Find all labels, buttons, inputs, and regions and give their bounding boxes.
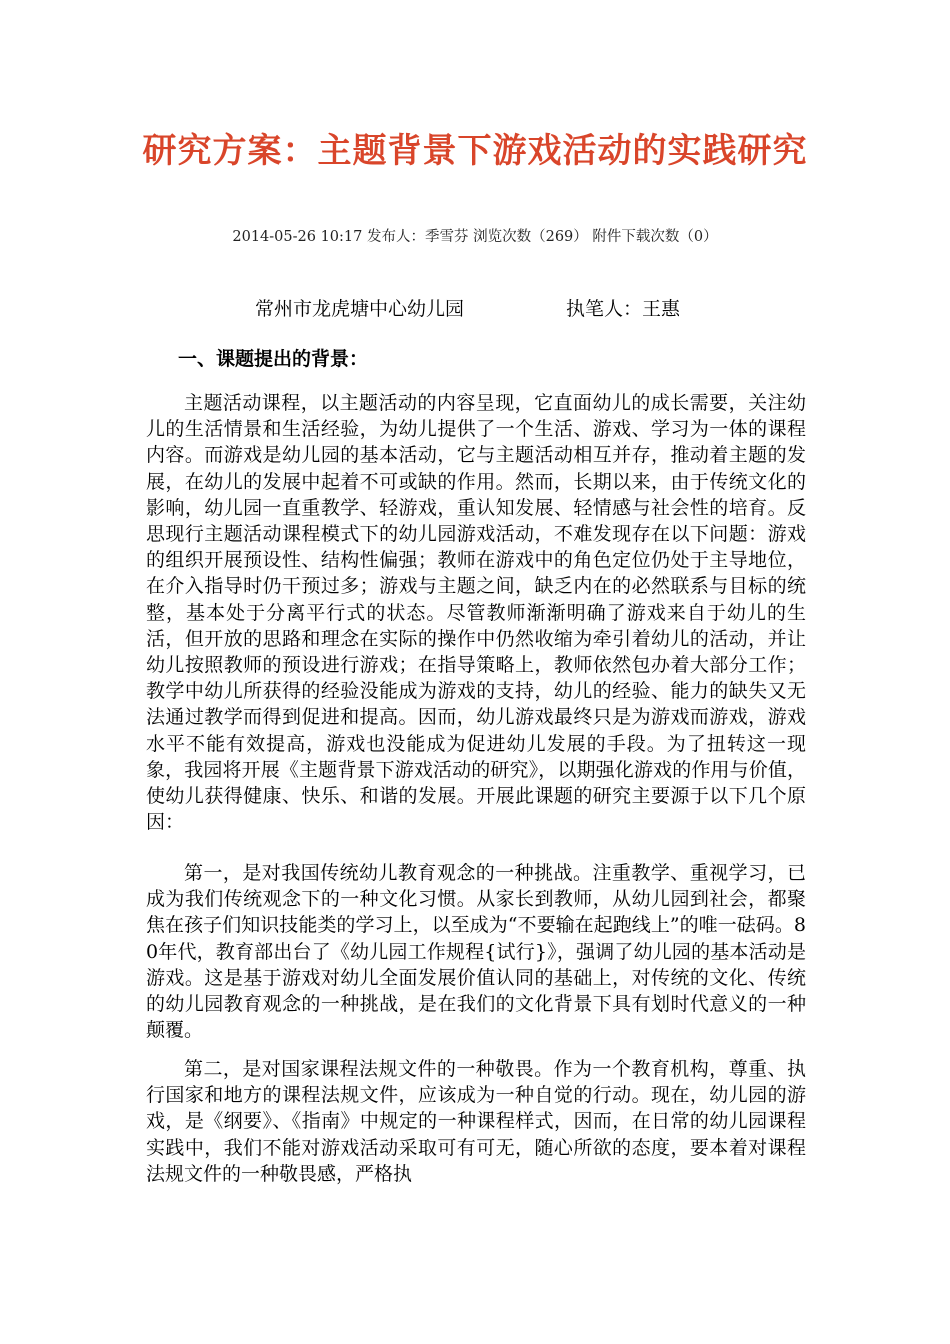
section-heading: 一、课题提出的背景： [178,348,369,370]
organization-name: 常州市龙虎塘中心幼儿园 [255,298,465,320]
post-meta-info: 2014-05-26 10:17 发布人：季雪芬 浏览次数（269） 附件下载次数（0） [232,229,718,245]
author-credit: 执笔人：王惠 [566,298,681,320]
body-paragraph: 主题活动课程，以主题活动的内容呈现，它直面幼儿的成长需要，关注幼儿的生活情景和生活经验，为幼儿提供了一个生活、游戏、学习为一体的课程内容。而游戏是幼儿园的基本活动，它与主题活动相互并存，推动着主题的发展，在幼儿的发展中起着不可或缺的作用。然而，长期以来，由于传统文化的影响，幼儿园一直重教学、轻游戏，重认知发展、轻情感与社会性的培育。反思现行主题活动课程模式下的幼儿园游戏活动，不难发现存在以下问题：游戏的组织开展预设性、结构性偏强；教师在游戏中的角色定位仍处于主导地位，在介入指导时仍干预过多；游戏与主题之间，缺乏内在的必然联系与目标的统整，基本处于分离平行式的状态。尽管教师渐渐明确了游戏来自于幼儿的生活，但开放的思路和理念在实际的操作中仍然收缩为牵引着幼儿的活动，并让幼儿按照教师的预设进行游戏；在指导策略上，教师依然包办着大部分工作；教学中幼儿所获得的经验没能成为游戏的支持，幼儿的经验、能力的缺失又无法通过教学而得到促进和提高。因而，幼儿游戏最终只是为游戏而游戏，游戏水平不能有效提高，游戏也没能成为促进幼儿发展的手段。为了扭转这一现象，我园将开展《主题背景下游戏活动的研究》，以期强化游戏的作用与价值，使幼儿获得健康、快乐、和谐的发展。开展此课题的研究主要源于以下几个原因： [146,392,806,834]
body-paragraph: 第二，是对国家课程法规文件的一种敬畏。作为一个教育机构，尊重、执行国家和地方的课程法规文件，应该成为一种自觉的行动。现在，幼儿园的游戏，是《纲要》、《指南》中规定的一种课程样式，因而，在日常的幼儿园课程实践中，我们不能对游戏活动采取可有可无，随心所欲的态度，要本着对课程法规文件的一种敬畏感，严格执 [146,1058,806,1185]
document-title: 研究方案：主题背景下游戏活动的实践研究 [142,131,808,171]
body-paragraph: 第一，是对我国传统幼儿教育观念的一种挑战。注重教学、重视学习，已成为我们传统观念下的一种文化习惯。从家长到教师，从幼儿园到社会，都聚焦在孩子们知识技能类的学习上，以至成为“不要输在起跑线上”的唯一砝码。80年代，教育部出台了《幼儿园工作规程{试行}》，强调了幼儿园的基本活动是游戏。这是基于游戏对幼儿全面发展价值认同的基础上，对传统的文化、传统的幼儿园教育观念的一种挑战，是在我们的文化背景下具有划时代意义的一种颠覆。 [146,862,806,1042]
